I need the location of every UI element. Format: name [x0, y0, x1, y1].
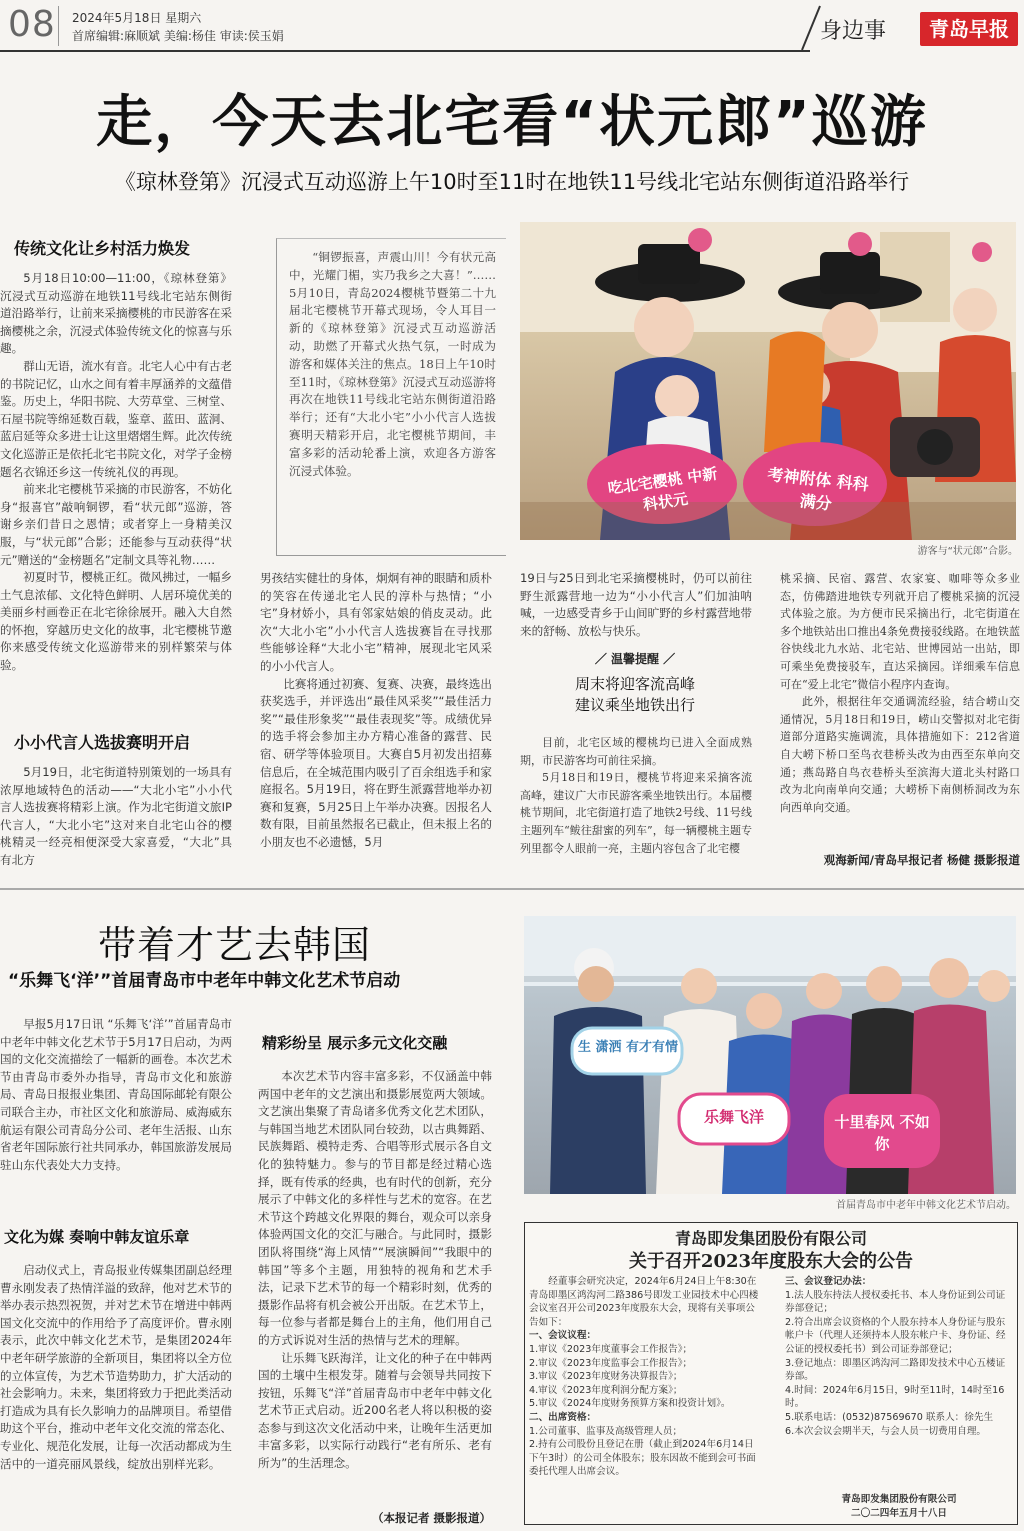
- notice-line: 5.审议《2024年度财务预算方案和投资计划》。: [529, 1398, 731, 1410]
- paragraph: 男孩结实健壮的身体，炯炯有神的眼睛和质朴的笑容在传递北宅人民的淳朴与热情；“小宅”身材娇小，具有邻家姑娘的俏皮灵动。此次“大北小宅”小小代言人选拔赛旨在寻找那些能够诠释“大北小宅”精神，展现北宅风采的小小代言人。: [260, 571, 492, 673]
- notice-line: 1.法人股东持法人授权委托书、本人身份证到公司证券部登记；: [785, 1289, 1006, 1315]
- notice-line: 二、出席资格：: [529, 1411, 597, 1423]
- paragraph: 5月18日和19日，樱桃节将迎来采摘客流高峰，建议广大市民游客乘坐地铁出行。本届樱桃节期间，北宅街道打造了地铁2号线、11号线主题列车“鲅往甜蜜的列车”，每一辆樱桃主题专列里都令人眼前一亮，主题内容包含了北宅樱: [520, 771, 752, 855]
- sign-left-text: 乐舞飞洋: [703, 1108, 764, 1126]
- story2-column-1: [0, 1262, 232, 1527]
- tip-box: [520, 650, 750, 715]
- notice-left-column: [529, 1275, 761, 1523]
- paragraph: 5月18日10:00—11:00，《琼林登第》沉浸式互动巡游在地铁11号线北宅站东侧街道沿路举行，让前来采摘樱桃的市民游客在采摘樱桃之余，沉浸式体验传统文化的惊喜与乐趣。: [0, 271, 232, 356]
- article-column-3: [520, 570, 752, 640]
- paragraph: 桃采摘、民宿、露营、农家宴、咖啡等众多业态，仿佛踏进地铁专列就开启了樱桃采摘的沉浸式体验之旅。为方便市民采摘出行，北宅街道在多个地铁站出口推出4条免费接驳线路。在地铁蓝谷快线北九水站、北宅站、世博园站一出站，即可乘坐免费接驳车，直达采摘园。详细乘车信息可在“爱上北宅”微信小程序内查询。: [780, 572, 1020, 691]
- paragraph: 5月19日，北宅街道特别策划的一场具有浓厚地域特色的活动——“大北小宅”小小代言人选拔赛将精彩上演。作为北宅街道文旅IP代言人，“大北小宅”这对来自北宅山谷的樱桃精灵一经亮相便深受大家喜爱，“大北”具有北方: [0, 765, 232, 867]
- story2-column-2: [258, 1068, 492, 1526]
- subheadline: 《琼林登第》沉浸式互动巡游上午10时至11时在地铁11号线北宅站东侧街道沿路举行: [114, 170, 910, 194]
- tip-heading-2: 建议乘坐地铁出行: [574, 696, 695, 714]
- story2-lead: [0, 1016, 232, 1212]
- photo-illustration: [524, 916, 1016, 1194]
- story-divider: [0, 888, 1024, 890]
- shareholder-notice: [524, 1222, 1018, 1525]
- notice-title: 关于召开2023年度股东大会的公告: [628, 1251, 914, 1272]
- newspaper-logo: 青岛早报: [920, 12, 1018, 46]
- paragraph: 此外，根据往年交通调流经验，结合崂山交通情况，5月18日和19日，崂山交警拟对北宅街道部分道路实施调流，具体措施如下：212省道自大崂下桥口至鸟衣巷桥头改为由西至东单向交通；燕岛路自鸟衣巷桥头至滨海大道北头村路口改为北向南单向交通；大崂桥下南侧桥洞改为东向西单向交通。: [780, 695, 1020, 814]
- notice-line: 6.本次会议会期半天，与会人员一切费用自理。: [785, 1425, 987, 1437]
- pull-quote-box: [276, 238, 506, 556]
- notice-signature: 青岛即发集团股份有限公司: [841, 1494, 957, 1505]
- section-heading-showcase: 精彩纷呈 展示多元文化交融: [262, 1034, 448, 1052]
- notice-right-column: [785, 1275, 1013, 1490]
- notice-line: 经董事会研究决定，2024年6月24日上午8:30在青岛即墨区鸿沟河二路386号即发工业园技术中心四楼会议室召开公司2023年度股东大会，现将有关事项公告如下：: [529, 1276, 759, 1328]
- paragraph: 群山无语，流水有音。北宅人心中有古老的书院记忆，山水之间有着丰厚涵养的文蕴借鉴。历史上，华阳书院、大劳草堂、三树堂、石屋书院等绵延数百载，鉴章、蓝田、蓝洞、蓝启延等众多进士让这里熠熠生辉。此次传统文化巡游正是依托北宅书院文化，对学子金榜题名衣锦还乡这一传统礼仪的再现。: [0, 358, 232, 479]
- paragraph: 比赛将通过初赛、复赛、决赛，最终选出获奖选手，并评选出“最佳风采奖”“最佳活力奖”“最佳形象奖”“最佳表现奖”等。成绩优异的选手将会参加主办方精心准备的露营、民宿、研学等体验项目。大赛自5月初发出招募信息后，在全城范围内吸引了百余组选手和家庭报名。5月19日，将在野生派露营地举办初赛和复赛，5月25日上午举办决赛。因报名人数有限，目前虽然报名已截止，但未报上名的小朋友也不必遗憾，5月: [260, 676, 492, 849]
- paragraph: 启动仪式上，青岛报业传媒集团副总经理曹永刚发表了热情洋溢的致辞，他对艺术节的举办表示热烈祝贺，并对艺术节在增进中韩两国文化交流中的作用给予了高度评价。曹永刚表示，此次中韩文化艺术节，是集团2024年中老年研学旅游的全新项目，集团将以全方位的立体宣传，为艺术节造势助力，扩大活动的社会影响力。未来，集团将致力于把此类活动打造成为具有长久影响力的品牌项目。希望借助这个平台，推动中老年文化交流的常态化、专业化、规范化发展，让每一次活动都成为生活中的一道亮丽风景线，绽放出别样光彩。: [0, 1263, 232, 1471]
- section-heading-culture: 传统文化让乡村活力焕发: [14, 239, 191, 258]
- notice-company: 青岛即发集团股份有限公司: [674, 1229, 867, 1248]
- tip-heading-1: 周末将迎客流高峰: [574, 675, 695, 693]
- story2-subheadline: “乐舞飞‘洋’”首届青岛市中老年中韩文化艺术节启动: [8, 971, 401, 991]
- photo-festival-launch: [524, 916, 1016, 1194]
- notice-date: 二〇二四年五月十八日: [851, 1508, 947, 1519]
- section-heading-friendship: 文化为媒 奏响中韩友谊乐章: [4, 1228, 190, 1246]
- paragraph: 早报5月17日讯 “乐舞飞‘洋’”首届青岛市中老年中韩文化艺术节于5月17日启动，为两国的文化交流描绘了一幅新的画卷。本次艺术节由青岛市委外办指导，青岛市文化和旅游局、青岛日报报业集团、青岛国际邮轮有限公司联合主办，市社区文化和旅游局、威海威东航运有限公司青岛分公司、老年生活报、山东省老年国际旅行社共同承办，韩国旅游发展局驻山东代表处大力支持。: [0, 1017, 232, 1172]
- header-rule: [0, 50, 810, 52]
- byline: 观海新闻/青岛早报记者 杨健 摄影报道: [823, 853, 1020, 867]
- article-column-1: [0, 270, 232, 715]
- paragraph: 初夏时节，樱桃正红。微风拂过，一幅乡土气息浓郁、文化特色鲜明、人居环境优美的美丽乡村画卷正在北宅徐徐展开。融入大自然的怀抱，穿越历史文化的故事，北宅樱桃节邀你来感受传统文化巡游带来的别样繁荣与体验。: [0, 570, 232, 673]
- tip-body: [520, 734, 752, 869]
- notice-line: 2.审议《2023年度监事会工作报告》；: [529, 1357, 693, 1369]
- notice-line: 1.公司董事、监事及高级管理人员；: [529, 1425, 683, 1437]
- issue-date: 2024年5月18日 星期六: [72, 11, 202, 25]
- paragraph: 目前，北宅区域的樱桃均已进入全面成熟期，市民游客均可前往采摘。: [520, 736, 752, 767]
- column-name: 身边事: [820, 19, 887, 44]
- paragraph: 19日与25日到北宅采摘樱桃时，仍可以前往野生派露营地一边为“小小代言人”们加油呐喊，一边感受青乡于山间旷野的乡村露营地带来的舒畅、放松与快乐。: [520, 571, 752, 638]
- paragraph: 本次艺术节内容丰富多彩，不仅涵盖中韩两国中老年的文艺演出和摄影展览两大领域。文艺演出集聚了青岛诸多优秀文化艺术团队，与韩国当地艺术团队同台较劲，以古典舞蹈、民族舞蹈、模特走秀、合唱等形式展示各自文化的独特魅力。参与的节目都是经过精心选择，既有传承的经典，也有时代的创新，充分展示了中韩文化的多样性与艺术的宽容。在艺术节这个跨越文化界限的舞台，观众可以亲身体验两国文化的交汇与融合。与此同时，摄影团队将围绕“海上风情”“展演瞬间”“我眼中的韩国”等多个主题，用独特的视角和艺术手法，记录下艺术节的每一个精彩时刻，优秀的摄影作品将有机会被公开出版。在艺术节上，每一位参与者都是舞台上的主角，他们用自己的方式诉说对生活的热情与艺术的理解。: [258, 1069, 492, 1347]
- notice-line: 一、会议议程：: [529, 1330, 597, 1342]
- headline: 走，今天去北宅看“状元郎”巡游: [96, 90, 928, 155]
- article-column-1b: [0, 764, 232, 874]
- notice-line: 2.符合出席会议资格的个人股东持本人身份证与股东帐户卡（代理人还须持本人股东帐户卡、身份证、经公证的授权委托书）到公司证券部登记；: [785, 1316, 1006, 1355]
- notice-line: 1.审议《2023年度董事会工作报告》；: [529, 1343, 693, 1355]
- article-column-4: [780, 570, 1020, 850]
- notice-line: 4.时间：2024年6月15日，9时至11时，14时至16时。: [785, 1384, 1005, 1410]
- paragraph: 让乐舞飞跃海洋，让文化的种子在中韩两国的土壤中生根发芽。随着与会领导共同按下按钮，乐舞飞“洋”首届青岛市中老年中韩文化艺术节正式启动。近200名老人将以积极的姿态参与到这次文化活动中来，让晚年生活更加丰富多彩，以实际行动践行“老有所乐、老有所为”的生活理念。: [258, 1350, 492, 1471]
- notice-line: 4.审议《2023年度利润分配方案》；: [529, 1384, 683, 1396]
- article-column-2: [260, 570, 492, 875]
- editors-line: 首席编辑:麻顺斌 美编:杨佳 审读:侯玉娟: [72, 29, 284, 43]
- tip-label: ／ 温馨提醒 ／: [594, 652, 676, 666]
- sign-right-text: 考神附体 科科满分: [766, 464, 870, 514]
- story2-byline: （本报记者 摄影报道）: [368, 1510, 491, 1526]
- paragraph: 前来北宅樱桃节采摘的市民游客，不妨化身“报喜官”敲响铜锣，看“状元郎”巡游，答谢乡亲们昔日之恩情；或者穿上一身精美汉服，与“状元郎”合影；还能参与互动获得“状元”赠送的“金榜题名”定制文具等礼物……: [0, 482, 232, 567]
- notice-line: 5.联系电话：(0532)87569670 联系人：徐先生: [785, 1411, 994, 1423]
- sign-left-text: 吃北宅樱桃 中新科状元: [606, 464, 719, 514]
- notice-line: 三、会议登记办法：: [785, 1276, 872, 1287]
- notice-line: 2.持有公司股份且登记在册（截止到2024年6月14日下午3时）的公司全体股东；股东因故不能到会可书面委托代理人出席会议。: [529, 1439, 756, 1478]
- notice-line: 3.审议《2023年度财务决算报告》；: [529, 1371, 683, 1383]
- photo-caption: 游客与“状元郎”合影。: [917, 546, 1018, 557]
- page-number: 08: [8, 4, 56, 45]
- sign-top-text: 生 潇洒 有才有情: [577, 1040, 679, 1055]
- header-divider: [58, 6, 59, 46]
- photo-scholar-parade: [520, 222, 1016, 540]
- story2-headline: 带着才艺去韩国: [98, 923, 372, 967]
- story2-photo-caption: 首届青岛市中老年中韩文化艺术节启动。: [836, 1200, 1016, 1211]
- notice-line: 3.登记地点：即墨区鸿沟河二路即发技术中心五楼证券部。: [785, 1357, 1006, 1383]
- sign-right-text: 十里春风 不如你: [834, 1113, 930, 1153]
- pull-quote: “铜锣振喜，声震山川！今有状元高中，光耀门楣，实乃我乡之大喜！”……5月10日，青岛2024樱桃节暨第二十九届北宅樱桃节开幕式现场，令人耳目一新的《琼林登第》沉浸式互动巡游活动，助燃了开幕式火热气氛，一时成为游客和媒体关注的焦点。18日上午10时至11时，《琼林登第》沉浸式互动巡游将再次在地铁11号线北宅站东侧街道沿路举行；还有“大北小宅”小小代言人选拔赛明天精彩开启，北宅樱桃节期间，丰富多彩的活动轮番上演，欢迎各方游客沉浸式体验。: [289, 250, 496, 478]
- section-heading-ambassador: 小小代言人选拔赛明开启: [14, 733, 191, 752]
